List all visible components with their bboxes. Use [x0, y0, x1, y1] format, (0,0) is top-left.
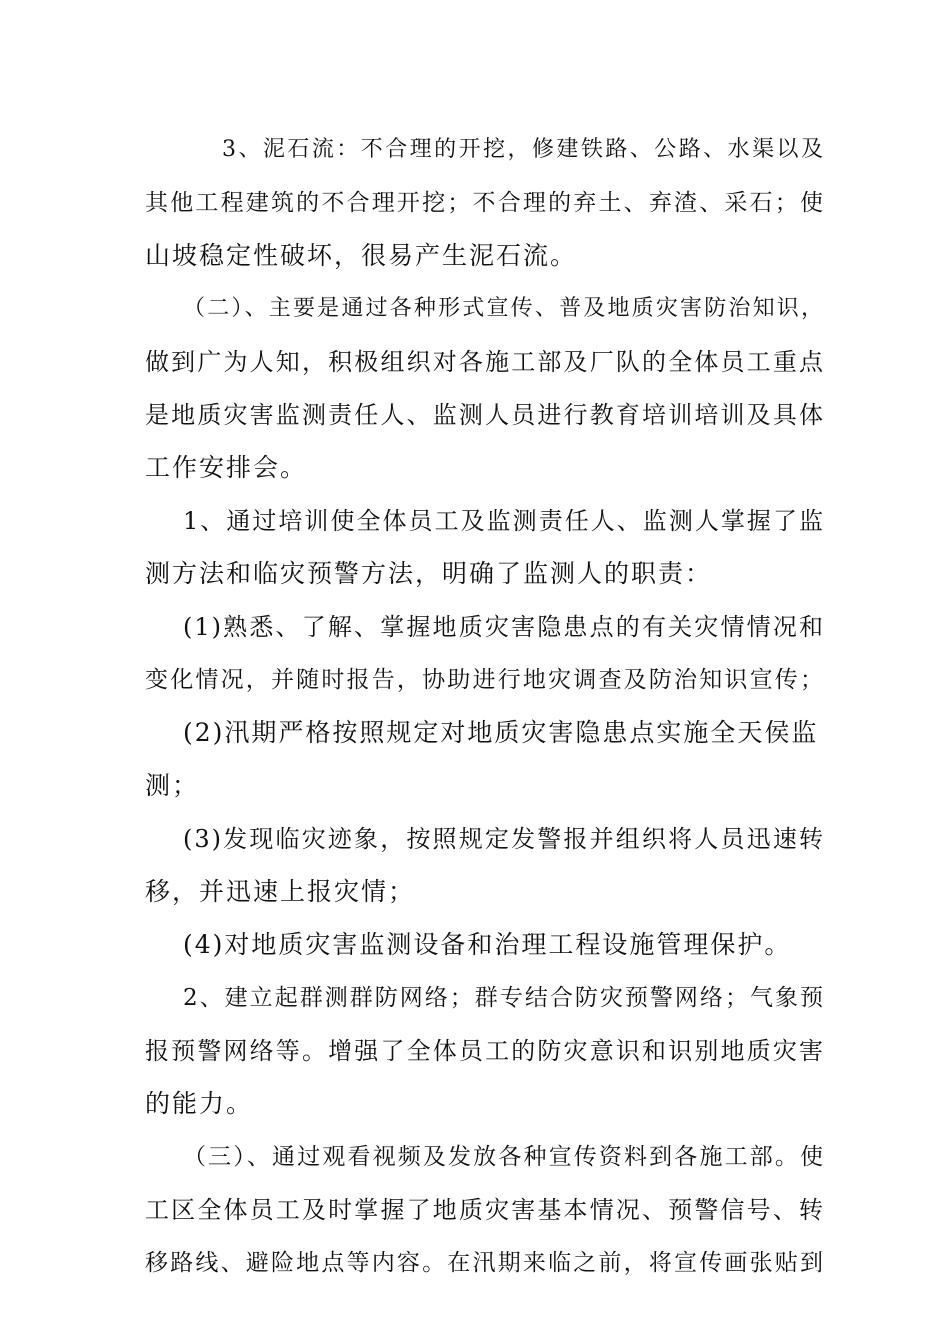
paragraph-line: 做到广为人知，积极组织对各施工部及厂队的全体员工重点 [145, 348, 825, 376]
paragraph-line: 山坡稳定性破坏，很易产生泥石流。 [145, 241, 578, 270]
paragraph-line: 工作安排会。 [145, 453, 308, 482]
paragraph-line: 3、泥石流：不合理的开挖，修建铁路、公路、水渠以及 [222, 137, 825, 162]
paragraph-line: 变化情况，并随时报告，协助进行地灾调查及防治知识宣传； [145, 667, 825, 693]
paragraph-line: 工区全体员工及时掌握了地质灾害基本情况、预警信号、转 [145, 1196, 825, 1224]
paragraph-line: 报预警网络等。增强了全体员工的防灾意识和识别地质灾害 [145, 1037, 825, 1065]
paragraph-line: 1、通过培训使全体员工及监测责任人、监测人掌握了监 [183, 507, 825, 535]
paragraph-line: 移，并迅速上报灾情； [145, 877, 416, 906]
paragraph-line: 是地质灾害监测责任人、监测人员进行教育培训培训及具体 [145, 401, 825, 429]
paragraph-line: 的能力。 [145, 1089, 254, 1118]
paragraph-line: 其他工程建筑的不合理开挖；不合理的弃土、弃渣、采石；使 [145, 190, 825, 216]
paragraph-line: 测； [145, 771, 200, 800]
paragraph-line: (4)对地质灾害监测设备和治理工程设施管理保护。 [183, 930, 792, 959]
paragraph-line: （三）、通过观看视频及发放各种宣传资料到各施工部。使 [183, 1144, 825, 1170]
paragraph-line: (3)发现临灾迹象，按照规定发警报并组织将人员迅速转 [183, 825, 825, 853]
paragraph-line: 2、建立起群测群防网络；群专结合防灾预警网络；气象预 [183, 985, 825, 1011]
paragraph-line: (1)熟悉、了解、掌握地质灾害隐患点的有关灾情情况和 [183, 613, 825, 641]
paragraph-line: 移路线、避险地点等内容。在汛期来临之前，将宣传画张贴到 [145, 1250, 825, 1276]
paragraph-line: (2)汛期严格按照规定对地质灾害隐患点实施全天侯监 [183, 718, 819, 747]
paragraph-line: 测方法和临灾预警方法，明确了监测人的职责： [145, 559, 713, 588]
paragraph-line: （二）、主要是通过各种形式宣传、普及地质灾害防治知识， [183, 296, 825, 321]
